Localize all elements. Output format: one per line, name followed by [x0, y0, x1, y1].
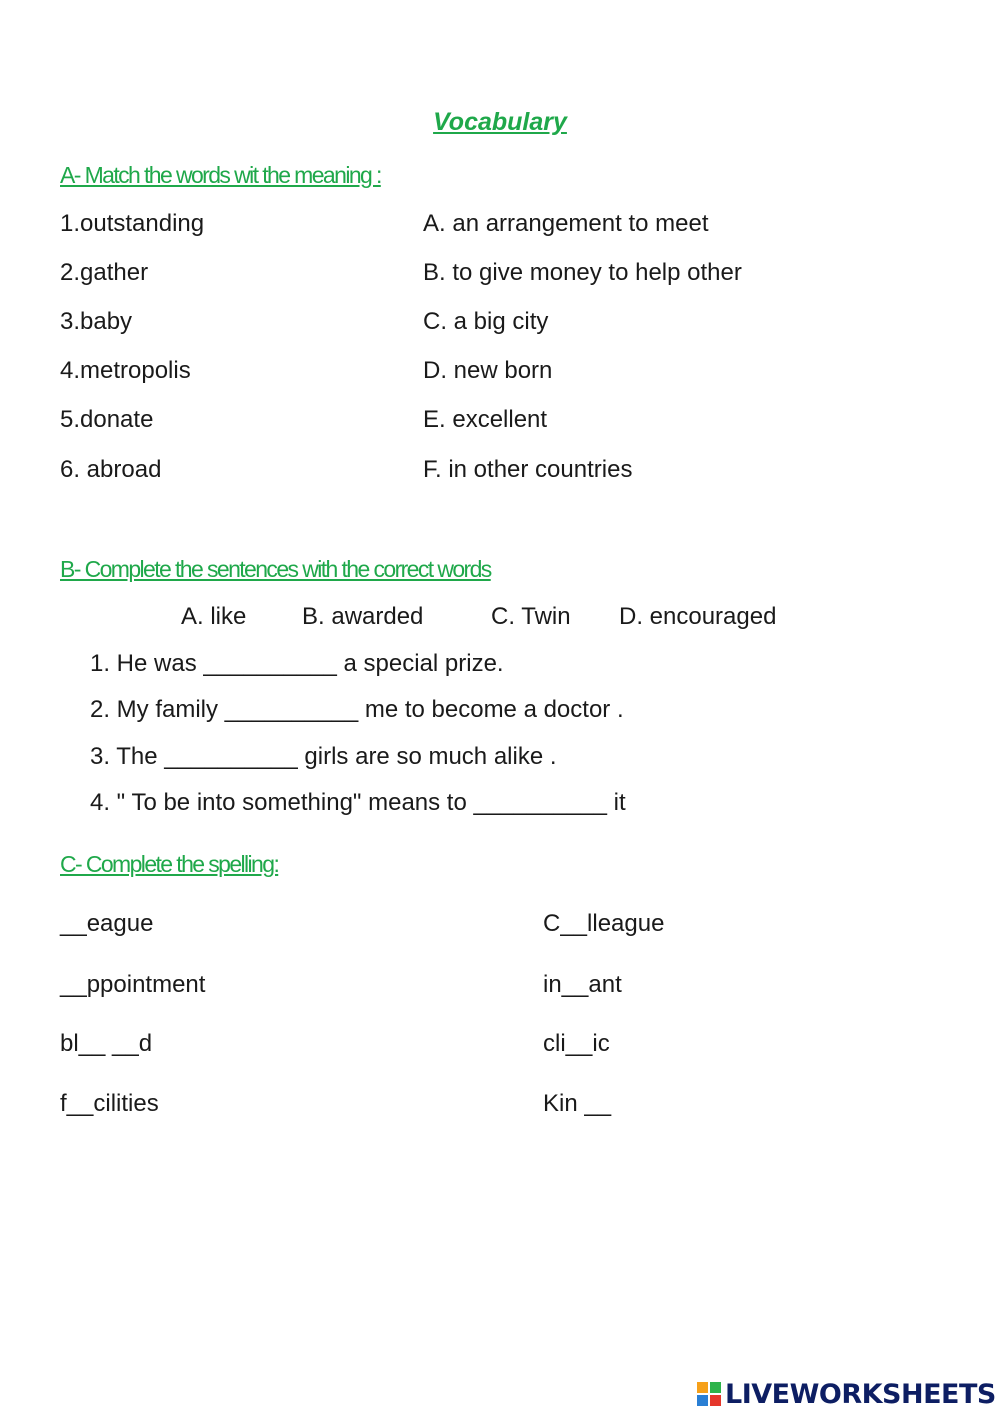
match-meaning: D. new born [423, 357, 553, 384]
match-meaning: F. in other countries [423, 456, 633, 483]
spelling-item: f__cilities [60, 1090, 159, 1117]
logo-square-orange [697, 1382, 708, 1393]
section-b-heading: B- Complete the sentences with the correct words [60, 556, 491, 582]
page-title: Vocabulary [433, 108, 567, 136]
match-meaning: B. to give money to help other [423, 259, 742, 286]
match-word: 1.outstanding [60, 210, 205, 237]
word-option: A. like [181, 603, 247, 630]
fill-sentence: 4. " To be into something" means to __________ it [90, 789, 626, 816]
word-option: B. awarded [302, 603, 424, 630]
fill-sentence: 1. He was __________ a special prize. [90, 650, 504, 677]
spelling-item: __eague [60, 910, 154, 937]
spelling-item: C__lleague [543, 910, 665, 937]
logo-square-red [710, 1395, 721, 1406]
section-a-heading: A- Match the words wit the meaning : [60, 162, 381, 188]
liveworksheets-logo-icon [697, 1382, 721, 1406]
match-meaning: E. excellent [423, 406, 548, 433]
match-meaning: C. a big city [423, 308, 549, 335]
liveworksheets-logo-text: LIVEWORKSHEETS [725, 1378, 996, 1410]
match-word: 4.metropolis [60, 357, 191, 384]
logo-square-green [710, 1382, 721, 1393]
spelling-item: bl__ __d [60, 1030, 153, 1057]
word-option: C. Twin [491, 603, 571, 630]
spelling-item: __ppointment [60, 971, 206, 998]
word-option: D. encouraged [619, 603, 777, 630]
spelling-item: Kin __ [543, 1090, 612, 1117]
liveworksheets-logo [697, 1376, 996, 1412]
match-word: 5.donate [60, 406, 154, 433]
logo-square-blue [697, 1395, 708, 1406]
spelling-item: cli__ic [543, 1030, 610, 1057]
match-word: 6. abroad [60, 456, 162, 483]
match-meaning: A. an arrangement to meet [423, 210, 709, 237]
fill-sentence: 3. The __________ girls are so much alike . [90, 743, 557, 770]
spelling-item: in__ant [543, 971, 622, 998]
fill-sentence: 2. My family __________ me to become a doctor . [90, 696, 624, 723]
match-word: 3.baby [60, 308, 133, 335]
section-c-heading: C- Complete the spelling: [60, 851, 279, 877]
match-word: 2.gather [60, 259, 149, 286]
